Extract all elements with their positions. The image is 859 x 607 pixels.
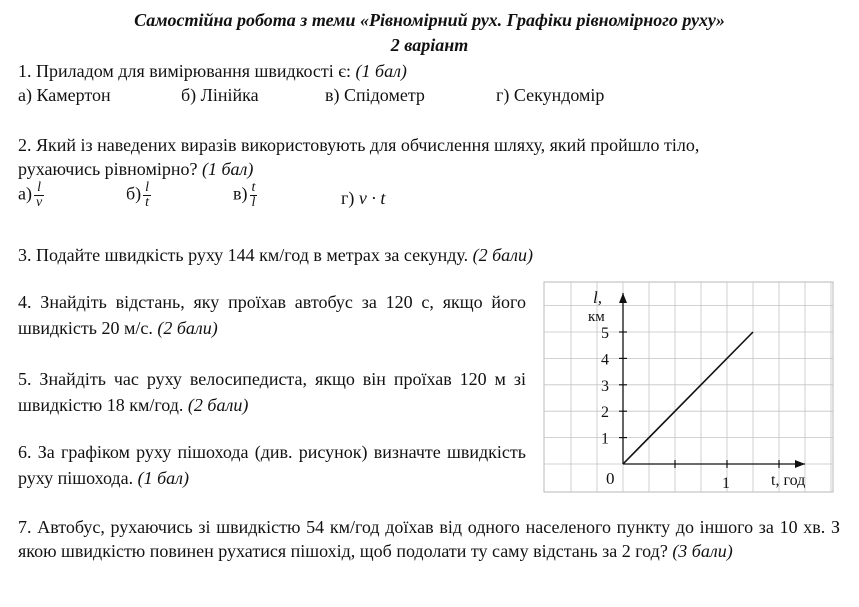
y-axis-label-unit: км <box>588 309 605 325</box>
x-axis-ticks <box>675 460 779 492</box>
y-axis-arrow <box>619 293 627 303</box>
q2-option-c-fraction <box>250 181 258 210</box>
variant-label: 2 варіант <box>390 35 469 55</box>
q2-option-b-label: б) <box>126 183 142 204</box>
question-5-text: 5. Знайдіть час руху велосипедиста, якщо він проїхав 120 м зі швидкістю 18 км/год. <box>18 369 526 415</box>
y-tick-label: 1 <box>601 430 609 448</box>
y-tick-label: 3 <box>601 377 609 395</box>
question-1-text: 1. Приладом для вимірювання швидкості є: <box>18 61 356 81</box>
q2-option-a <box>18 181 44 210</box>
question-7 <box>18 515 840 563</box>
y-axis-label-symbol: l, <box>593 288 602 307</box>
x-tick-label: 1 <box>722 475 730 492</box>
q2-option-c-denominator: l <box>251 195 256 210</box>
question-7-text: 7. Автобус, рухаючись зі швидкістю 54 км/год доїхав від одного населеного пункту до іншого за 10 хв. З якою швидкістю повинен рухатися пішохід, щоб подолати ту саму відстань за 2 год? <box>18 517 840 561</box>
q1-option-d: г) Секундомір <box>496 85 605 105</box>
question-2-points: (1 бал) <box>201 159 254 179</box>
q2-option-b-denominator: t <box>145 195 150 210</box>
question-5-points: (2 бали) <box>187 395 249 415</box>
question-4-points: (2 бали) <box>157 318 218 338</box>
q2-option-c <box>233 181 257 210</box>
question-2-line-2 <box>18 158 253 180</box>
q2-option-a-label: а) <box>18 183 32 204</box>
y-tick-label: 2 <box>601 404 609 422</box>
q2-option-a-denominator: v <box>35 195 43 210</box>
question-5 <box>18 366 526 418</box>
q2-option-b <box>126 181 151 210</box>
question-4 <box>18 289 526 341</box>
q1-option-c: в) Спідометр <box>325 85 425 105</box>
y-tick-label: 4 <box>601 351 609 369</box>
question-3 <box>18 244 533 266</box>
q1-option-b: б) Лінійка <box>181 85 259 105</box>
q2-option-d-label: г) <box>341 188 355 208</box>
q2-option-d-expression: v · t <box>358 188 386 208</box>
question-6 <box>18 439 526 491</box>
question-6-text: 6. За графіком руху пішохода (див. рисунок) визначте швидкість руху пішохода. <box>18 442 526 488</box>
question-3-text: 3. Подайте швидкість руху 144 км/год в метрах за секунду. <box>18 245 473 265</box>
question-2-text: рухаючись рівномірно? <box>18 159 202 179</box>
question-1 <box>18 60 407 82</box>
q2-option-b-fraction <box>143 181 151 210</box>
q2-option-c-label: в) <box>233 183 248 204</box>
q2-option-c-numerator: t <box>251 180 256 195</box>
q2-option-d <box>341 188 385 209</box>
q2-option-b-numerator: l <box>145 180 150 195</box>
distance-time-graph <box>543 281 835 493</box>
q2-option-a-fraction <box>34 181 44 210</box>
question-4-text: 4. Знайдіть відстань, яку проїхав автобус за 120 с, якщо його швидкість 20 м/с. <box>18 292 526 338</box>
series-line <box>623 332 753 464</box>
q2-option-a-numerator: l <box>34 181 44 196</box>
question-2-line-1: 2. Який із наведених виразів використовують для обчислення шляху, який пройшло тіло, <box>18 135 700 155</box>
question-3-points: (2 бали) <box>472 245 533 265</box>
question-6-points: (1 бал) <box>137 468 189 488</box>
origin-label: 0 <box>606 469 615 488</box>
question-7-points: (3 бали) <box>672 541 733 561</box>
q1-option-a: а) Камертон <box>18 85 111 105</box>
question-1-points: (1 бал) <box>355 61 407 81</box>
x-axis-label: t, год <box>771 472 806 489</box>
y-tick-label: 5 <box>601 325 609 342</box>
x-axis-arrow <box>795 460 805 468</box>
worksheet-title: Самостійна робота з теми «Рівномірний рух. Графіки рівномірного руху» <box>134 10 725 30</box>
